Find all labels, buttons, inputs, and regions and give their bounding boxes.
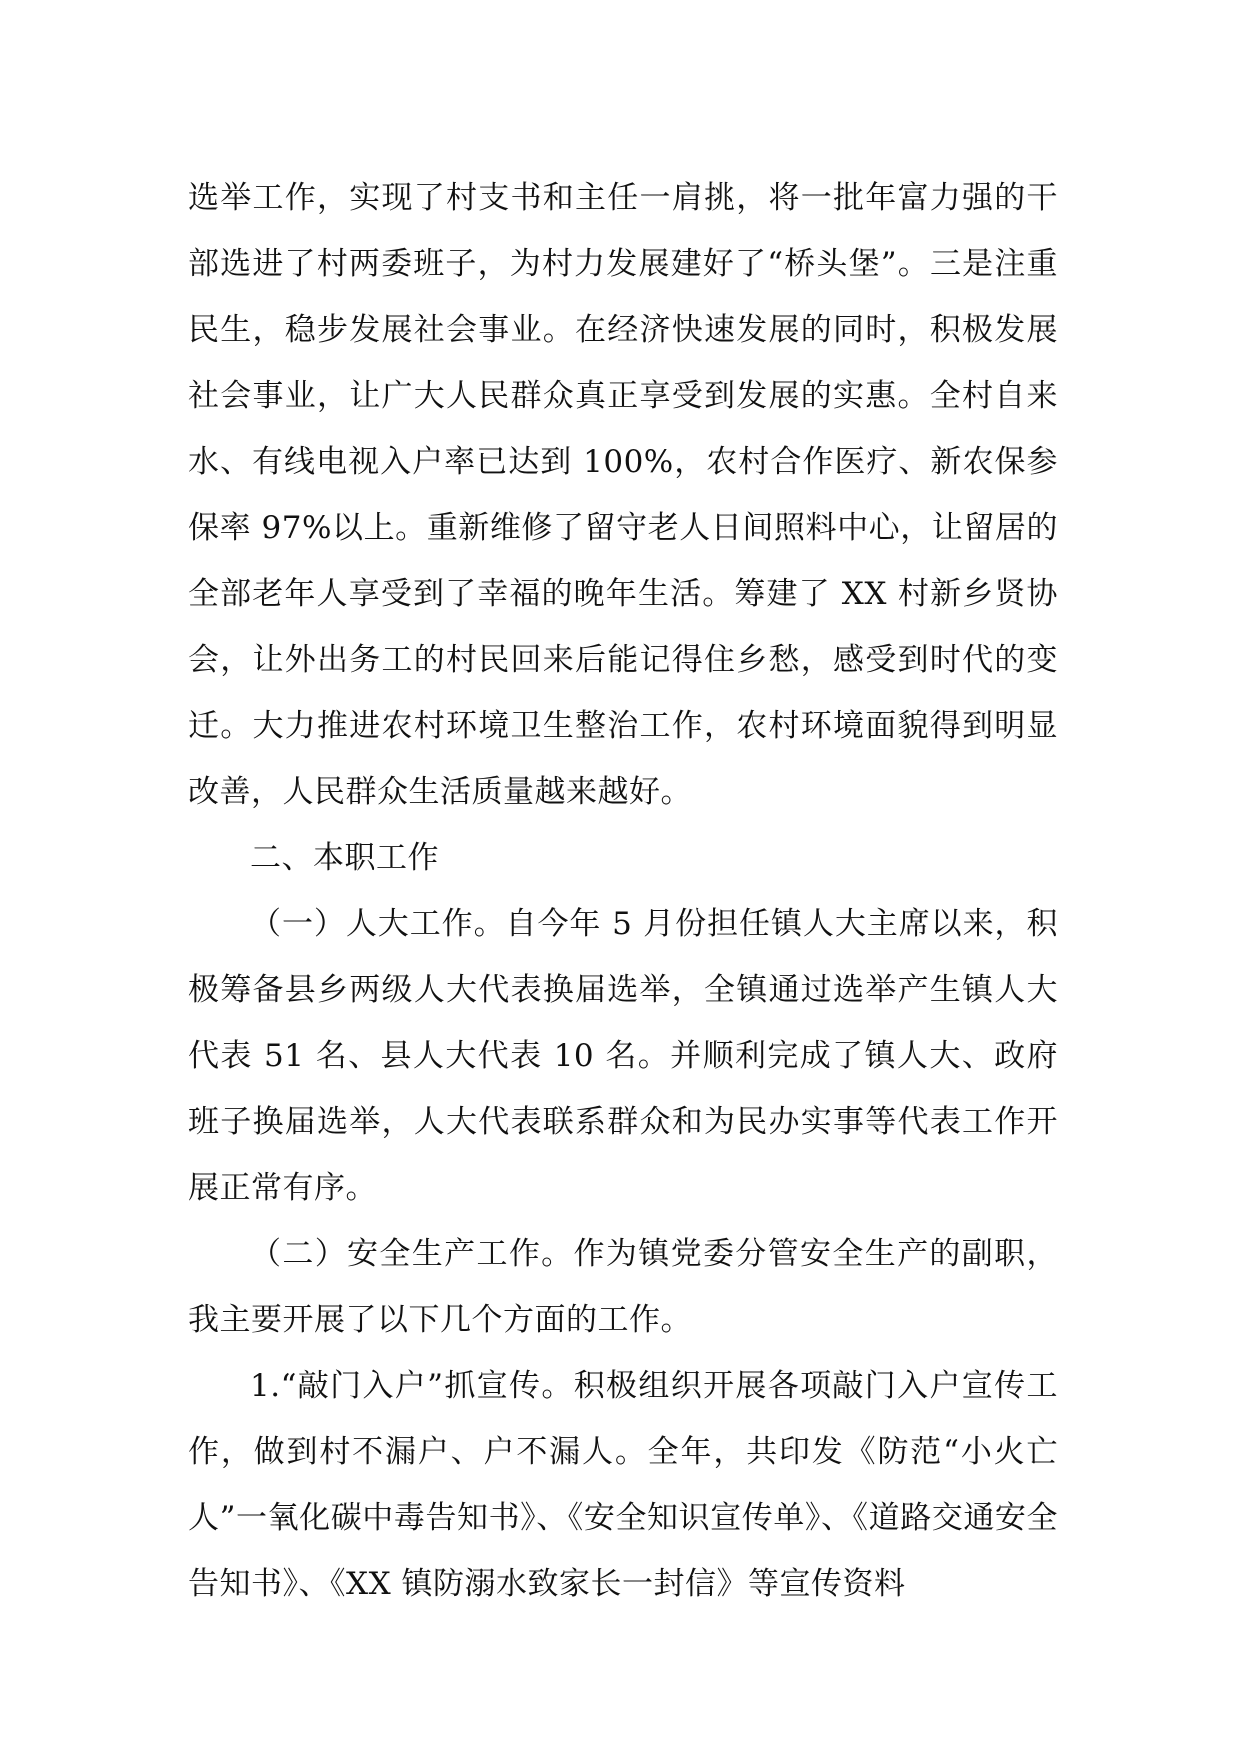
section-heading: 二、本职工作 (250, 840, 439, 876)
paragraph-door-to-door: 1.“敲门入户”抓宣传。积极组织开展各项敲门入户宣传工作，做到村不漏户、户不漏人。全年，共印发《防范“小火亡人”一氧化碳中毒告知书》、《安全知识宣传单》、《道路交通安全告知书》、《XX 镇防溺水致家长一封信》等宣传资料 (188, 1368, 1058, 1602)
paragraph-continuation: 选举工作，实现了村支书和主任一肩挑，将一批年富力强的干部选进了村两委班子，为村力发展建好了“桥头堡”。三是注重民生，稳步发展社会事业。在经济快速发展的同时，积极发展社会事业，让广大人民群众真正享受到发展的实惠。全村自来水、有线电视入户率已达到 100%，农村合作医疗、新农保参保率 97%以上。重新维修了留守老人日间照料中心，让留居的全部老年人享受到了幸福的晚年生活。筹建了 XX 村新乡贤协会，让外出务工的村民回来后能记得住乡愁，感受到时代的变迁。大力推进农村环境卫生整治工作，农村环境面貌得到明显改善，人民群众生活质量越来越好。 (188, 180, 1058, 810)
document-page (188, 165, 1058, 1617)
paragraph-renda-work: （一）人大工作。自今年 5 月份担任镇人大主席以来，积极筹备县乡两级人大代表换届选举，全镇通过选举产生镇人大代表 51 名、县人大代表 10 名。并顺利完成了镇人大、政府班子换届选举，人大代表联系群众和为民办实事等代表工作开展正常有序。 (188, 906, 1058, 1206)
paragraph-safety-work: （二）安全生产工作。作为镇党委分管安全生产的副职，我主要开展了以下几个方面的工作。 (188, 1236, 1058, 1338)
